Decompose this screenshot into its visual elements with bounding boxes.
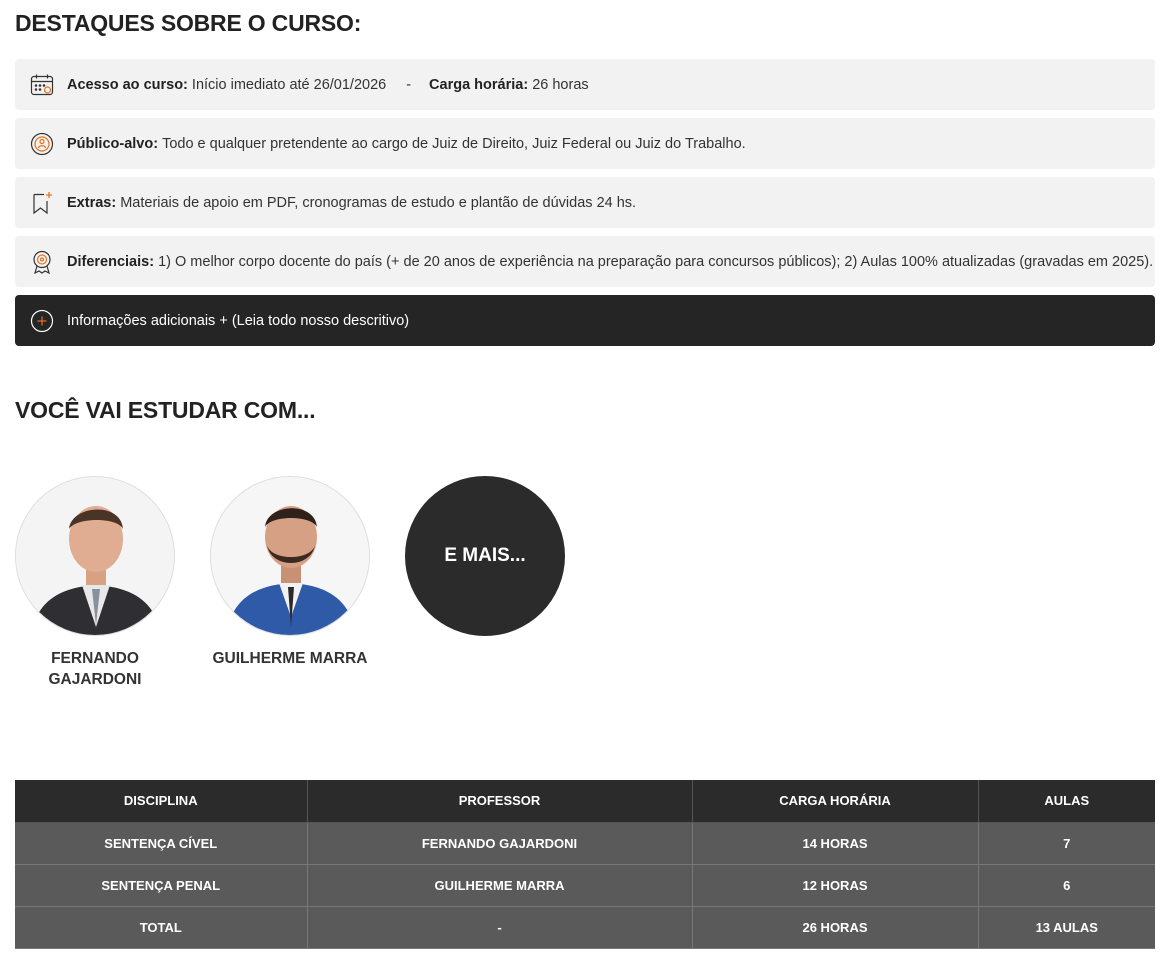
extras-label: Extras: — [67, 194, 117, 211]
highlight-differentials — [15, 236, 1155, 287]
teacher-photo — [210, 476, 370, 636]
cell-lessons: 13 AULAS — [978, 906, 1155, 948]
more-teachers-button[interactable]: E MAIS... — [405, 476, 565, 636]
access-label: Acesso ao curso: — [67, 76, 188, 93]
cell-discipline: TOTAL — [15, 906, 307, 948]
hours-label: Carga horária: — [429, 76, 529, 93]
cell-professor: FERNANDO GAJARDONI — [307, 822, 692, 864]
cell-professor: - — [307, 906, 692, 948]
differentials-label: Diferenciais: — [67, 253, 155, 270]
more-info-toggle[interactable] — [15, 295, 1155, 346]
teacher-name: FERNANDO GAJARDONI — [48, 650, 142, 688]
cell-discipline: SENTENÇA PENAL — [15, 864, 307, 906]
highlight-access — [15, 59, 1155, 110]
highlight-extras — [15, 177, 1155, 228]
teachers-list — [15, 476, 600, 690]
cell-lessons: 7 — [978, 822, 1155, 864]
highlights-list — [15, 59, 1155, 354]
header-discipline: DISCIPLINA — [15, 780, 307, 822]
target-person-icon — [30, 132, 54, 156]
cell-discipline: SENTENÇA CÍVEL — [15, 822, 307, 864]
table-row — [15, 822, 1155, 864]
header-lessons: AULAS — [978, 780, 1155, 822]
teacher-card[interactable] — [210, 476, 370, 690]
calendar-icon — [30, 73, 54, 97]
header-professor: PROFESSOR — [307, 780, 692, 822]
differentials-value: 1) O melhor corpo docente do país (+ de 20 anos de experiência na preparação para concursos públicos); 2) Aulas 100% atualizadas (gravadas em 2025). — [158, 253, 1154, 270]
bookmark-plus-icon — [30, 191, 54, 215]
medal-icon — [30, 250, 54, 274]
table-total-row — [15, 906, 1155, 948]
highlight-audience — [15, 118, 1155, 169]
teachers-title: VOCÊ VAI ESTUDAR COM... — [15, 397, 316, 423]
table-header-row — [15, 780, 1155, 822]
teacher-name: GUILHERME MARRA — [212, 650, 368, 667]
more-teachers[interactable] — [405, 476, 565, 690]
cell-lessons: 6 — [978, 864, 1155, 906]
teacher-card[interactable] — [15, 476, 175, 690]
table-row — [15, 864, 1155, 906]
access-separator: - — [406, 76, 412, 93]
audience-label: Público-alvo: — [67, 135, 159, 152]
teacher-photo — [15, 476, 175, 636]
cell-hours: 14 HORAS — [692, 822, 978, 864]
audience-value: Todo e qualquer pretendente ao cargo de Juiz de Direito, Juiz Federal ou Juiz do Trabalho. — [162, 135, 746, 152]
extras-value: Materiais de apoio em PDF, cronogramas de estudo e plantão de dúvidas 24 hs. — [120, 194, 637, 211]
course-table — [15, 780, 1155, 949]
cell-hours: 12 HORAS — [692, 864, 978, 906]
more-info-label: Informações adicionais + (Leia todo nosso descritivo) — [67, 312, 410, 329]
cell-hours: 26 HORAS — [692, 906, 978, 948]
plus-circle-icon — [30, 309, 54, 333]
highlights-title: DESTAQUES SOBRE O CURSO: — [15, 10, 362, 36]
hours-value: 26 horas — [532, 76, 589, 93]
cell-professor: GUILHERME MARRA — [307, 864, 692, 906]
header-hours: CARGA HORÁRIA — [692, 780, 978, 822]
access-value: Início imediato até 26/01/2026 — [191, 76, 387, 93]
